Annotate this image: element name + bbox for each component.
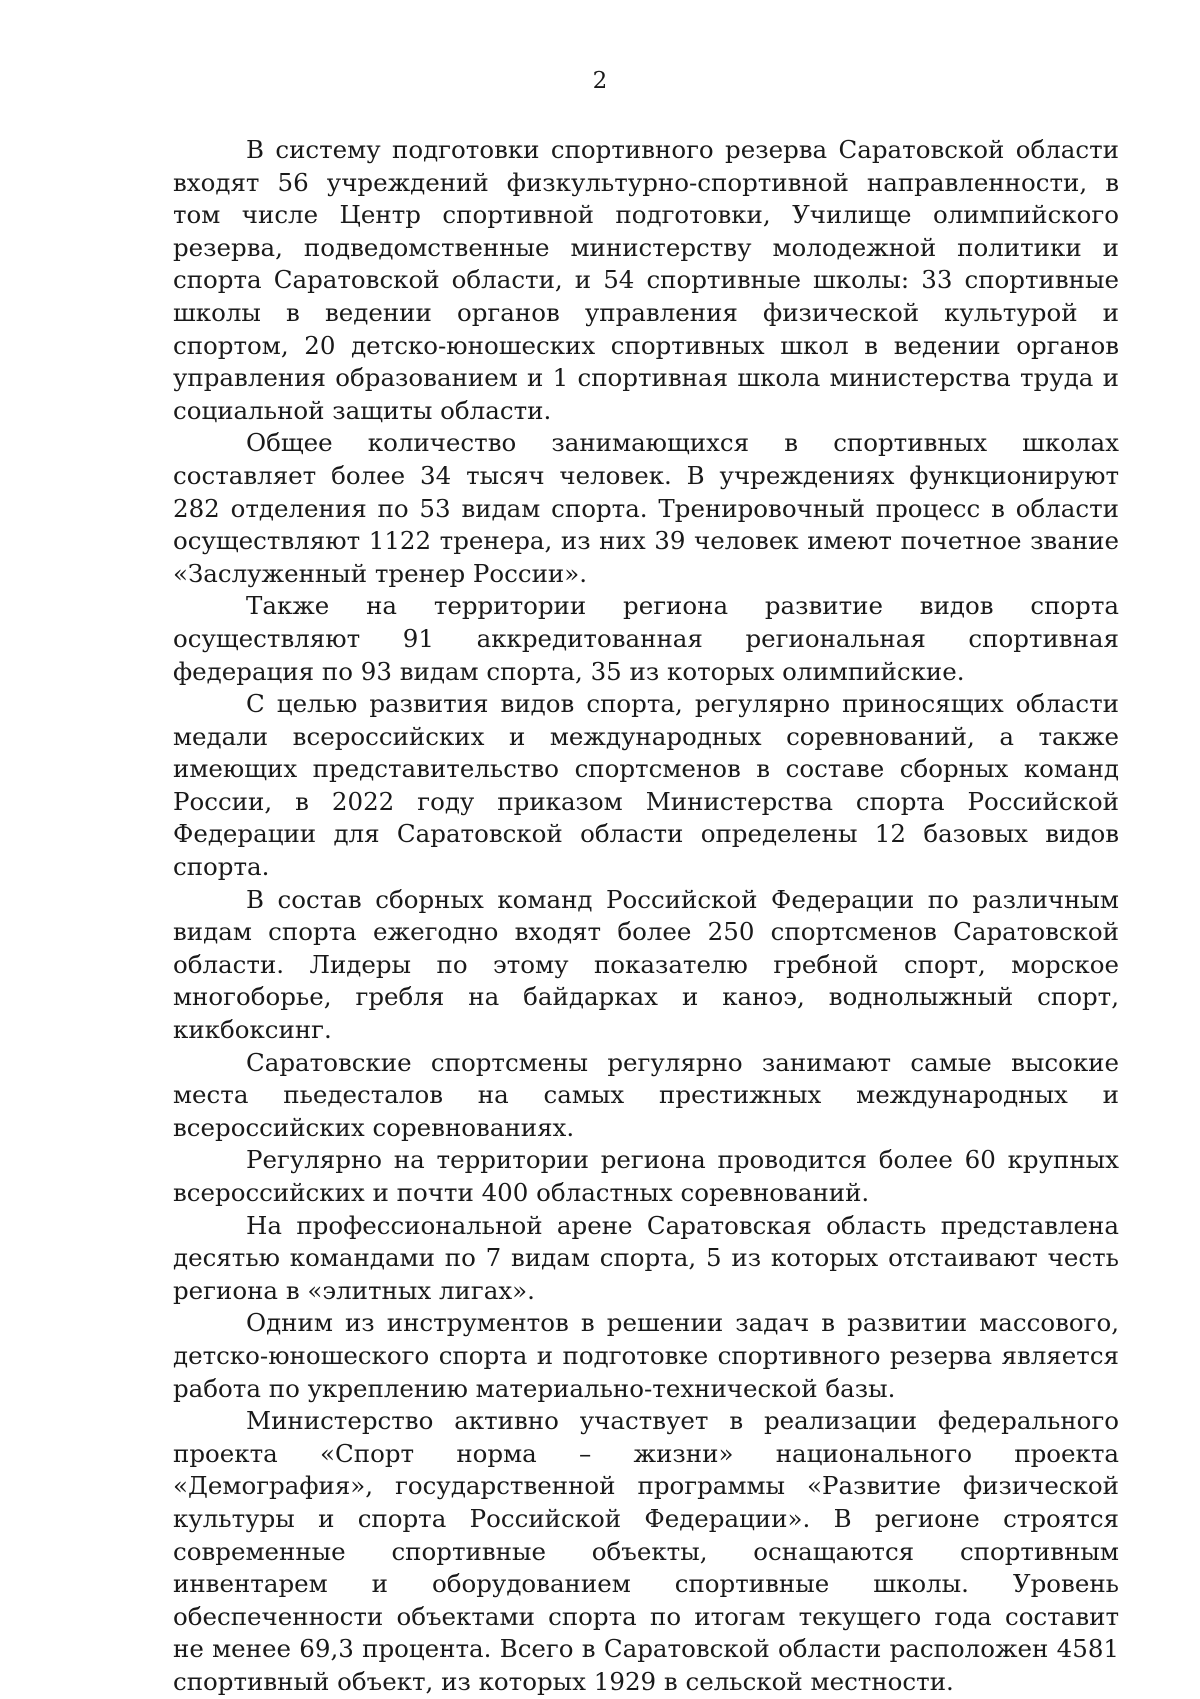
- paragraph-athletes-achievements: Саратовские спортсмены регулярно занимают самые высокие места пьедесталов на самых престижных международных и всероссийских соревнованиях.: [173, 1047, 1119, 1142]
- paragraph-base-sports: С целью развития видов спорта, регулярно приносящих области медали всероссийских и международных соревнований, а также имеющих представительство спортсменов в составе сборных команд России, в 2022 году приказом Министерства спорта Российской Федерации для Саратовской области определены 12 базовых видов спорта.: [173, 689, 1119, 882]
- paragraph-sports-schools-count: Общее количество занимающихся в спортивных школах составляет более 34 тысяч человек. В учреждениях функционируют 282 отделения по 53 видам спорта. Тренировочный процесс в области осуществляют 1122 тренера, из них 39 человек имеют почетное звание «Заслуженный тренер России».: [173, 428, 1119, 588]
- paragraph-competitions: Регулярно на территории региона проводится более 60 крупных всероссийских и почти 400 областных соревнований.: [173, 1145, 1119, 1207]
- paragraph-sports-reserve-system: В систему подготовки спортивного резерва Саратовской области входят 56 учреждений физкультурно-спортивной направленности, в том числе Центр спортивной подготовки, Училище олимпийского резерва, подведомственные министерству молодежной политики и спорта Саратовской области, и 54 спортивные школы: 33 спортивные школы в ведении органов управления физической культурой и спортом, 20 детско-юношеских спортивных школ в ведении органов управления образованием и 1 спортивная школа министерства труда и социальной защиты области.: [173, 135, 1119, 425]
- paragraph-professional-teams: На профессиональной арене Саратовская область представлена десятью командами по 7 видам спорта, 5 из которых отстаивают честь региона в «элитных лигах».: [173, 1210, 1119, 1305]
- paragraph-federal-project: Министерство активно участвует в реализации федерального проекта «Спорт норма – жизни» национального проекта «Демография», государственной программы «Развитие физической культуры и спорта Российской Федерации». В регионе строятся современные спортивные объекты, оснащаются спортивным инвентарем и оборудованием спортивные школы. Уровень обеспеченности объектами спорта по итогам текущего года составит не менее 69,3 процента. Всего в Саратовской области расположен 4581 спортивный объект, из которых 1929 в сельской местности.: [173, 1406, 1119, 1696]
- paragraph-material-base: Одним из инструментов в решении задач в развитии массового, детско-юношеского спорта и подготовке спортивного резерва является работа по укреплению материально-технической базы.: [173, 1308, 1119, 1403]
- paragraph-sports-federations: Также на территории региона развитие видов спорта осуществляют 91 аккредитованная региональная спортивная федерация по 93 видам спорта, 35 из которых олимпийские.: [173, 591, 1119, 686]
- document-body: [173, 134, 1119, 1699]
- paragraph-national-teams: В состав сборных команд Российской Федерации по различным видам спорта ежегодно входят более 250 спортсменов Саратовской области. Лидеры по этому показателю гребной спорт, морское многоборье, гребля на байдарках и каноэ, воднолыжный спорт, кикбоксинг.: [173, 884, 1119, 1045]
- page-number: 2: [592, 68, 608, 94]
